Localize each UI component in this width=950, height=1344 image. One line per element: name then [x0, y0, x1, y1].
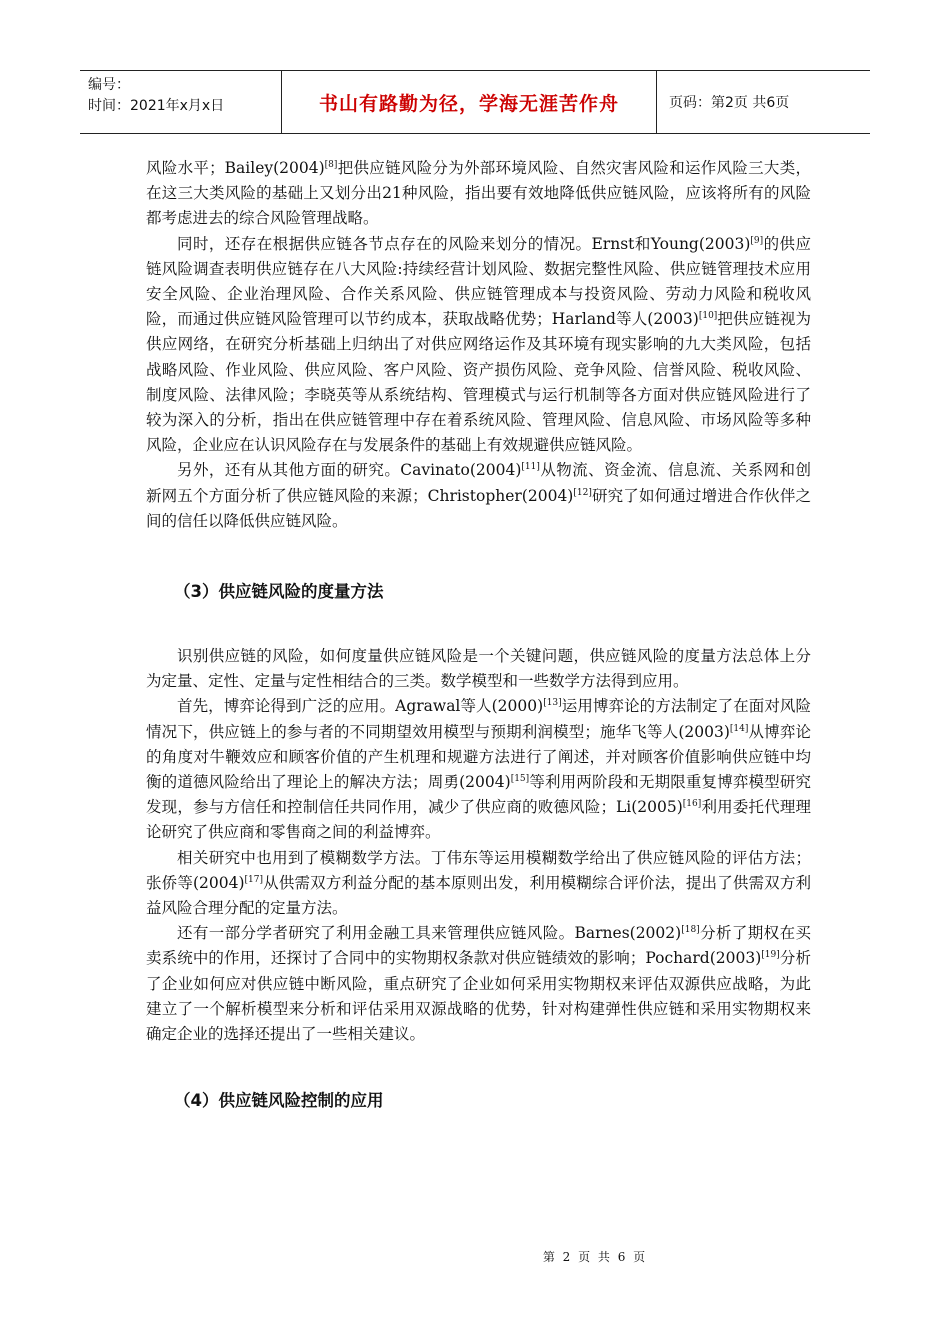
citation: [14] — [729, 723, 749, 734]
paragraph: 识别供应链的风险，如何度量供应链风险是一个关键问题，供应链风险的度量方法总体上分为定量、定性、定量与定性相结合的三类。数学模型和一些数学方法得到应用。 — [146, 647, 811, 691]
date-label: 时间：2021年x月x日 — [88, 98, 225, 114]
citation: [8] — [324, 159, 338, 170]
number-label: 编号： — [88, 77, 130, 93]
paragraph: 同时，还存在根据供应链各节点存在的风险来划分的情况。Ernst和Young(2003)[9]的供应链风险调查表明供应链存在八大风险:持续经营计划风险、数据完整性风险、供应链管理技术应用安全风险、企业治理风险、合作关系风险、供应链管理成本与投资风险、劳动力风险和税收风险，而通过供应链风险管理可以节约成本，获取战略优势；Harland等人(2003)[10]把供应链视为供应网络，在研究分析基础上归纳出了对供应网络运作及其环境有现实影响的九大类风险，包括战略风险、作业风险、供应风险、客户风险、资产损伤风险、竞争风险、信誉风险、税收风险、制度风险、法律风险；李晓英等从系统结构、管理模式与运行机制等各方面对供应链风险进行了较为深入的分析，指出在供应链管理中存在着系统风险、管理风险、信息风险、市场风险等多种风险，企业应在认识风险存在与发展条件的基础上有效规避供应链风险。 — [146, 234, 811, 455]
page-footer: 第 2 页 共 6 页 — [542, 1250, 648, 1264]
paragraph: 相关研究中也用到了模糊数学方法。丁伟东等运用模糊数学给出了供应链风险的评估方法；张侨等(2004)[17]从供需双方利益分配的基本原则出发，利用模糊综合评价法，提出了供需双方利益风险合理分配的定量方法。 — [146, 848, 811, 918]
citation: [16] — [682, 799, 702, 810]
header-page-label: 页码：第2页 共6页 — [669, 95, 790, 111]
citation: [11] — [521, 462, 540, 473]
document-body — [146, 156, 811, 1111]
citation: [12] — [573, 487, 592, 498]
citation: [15] — [510, 773, 530, 784]
paragraph: 还有一部分学者研究了利用金融工具来管理供应链风险。Barnes(2002)[18]分析了期权在买卖系统中的作用，还探讨了合同中的实物期权条款对供应链绩效的影响；Pochard(2003)[19]分析了企业如何应对供应链中断风险，重点研究了企业如何采用实物期权来评估双源供应战略，为此建立了一个解析模型来分析和评估采用双源战略的优势，针对构建弹性供应链和采用实物期权来确定企业的选择还提出了一些相关建议。 — [146, 924, 811, 1044]
citation: [9] — [750, 235, 764, 246]
section-heading-4: （4）供应链风险控制的应用 — [174, 1091, 384, 1111]
citation: [10] — [698, 311, 718, 322]
header-meta — [80, 71, 282, 133]
citation: [19] — [761, 950, 780, 961]
section-heading-3: （3）供应链风险的度量方法 — [174, 582, 384, 602]
citation: [18] — [681, 925, 700, 936]
paragraph: 首先，博弈论得到广泛的应用。Agrawal等人(2000)[13]运用博弈论的方法制定了在面对风险情况下，供应链上的参与者的不同期望效用模型与预期利润模型；施华飞等人(2003)[14]从博弈论的角度对牛鞭效应和顾客价值的产生机理和规避方法进行了阐述，并对顾客价值影响供应链中均衡的道德风险给出了理论上的解决方法；周勇(2004)[15]等利用两阶段和无期限重复博弈模型研究发现，参与方信任和控制信任共同作用，减少了供应商的败德风险；Li(2005)[16]利用委托代理理论研究了供应商和零售商之间的利益博弈。 — [146, 697, 811, 842]
paragraph: 风险水平；Bailey(2004)[8]把供应链风险分为外部环境风险、自然灾害风险和运作风险三大类，在这三大类风险的基础上又划分出21种风险，指出要有效地降低供应链风险，应该将所有的风险都考虑进去的综合风险管理战略。 — [146, 159, 811, 228]
citation: [17] — [244, 874, 263, 885]
page-header — [80, 70, 870, 134]
header-motto: 书山有路勤为径，学海无涯苦作舟 — [282, 71, 657, 133]
paragraph: 另外，还有从其他方面的研究。Cavinato(2004)[11]从物流、资金流、信息流、关系网和创新网五个方面分析了供应链风险的来源；Christopher(2004)[12]研究了如何通过增进合作伙伴之间的信任以降低供应链风险。 — [146, 461, 811, 530]
citation: [13] — [543, 698, 562, 709]
